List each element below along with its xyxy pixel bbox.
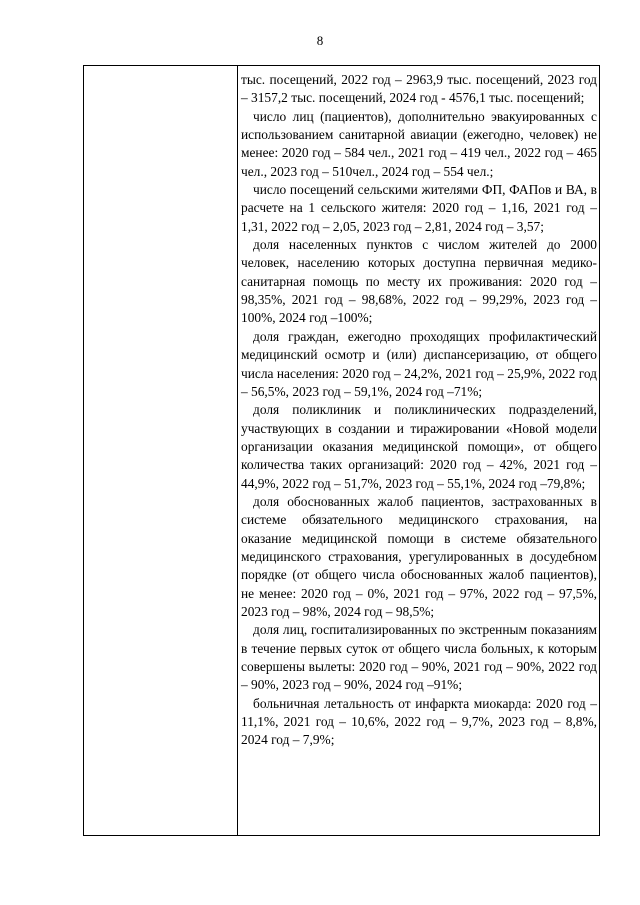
page-number: 8 (316, 33, 324, 48)
table (83, 65, 600, 836)
indicator-paragraph: число посещений сельскими жителями ФП, ФАПов и ВА, в расчете на 1 сельского жителя: 2020 год – 1,16, 2021 год – 1,31, 2022 год – 2,05, 2023 год – 2,81, 2024 год – 3,57; (241, 182, 597, 234)
indicator-paragraph: доля лиц, госпитализированных по экстренным показаниям в течение первых суток от общего числа больных, к которым совершены вылеты: 2020 год – 90%, 2021 год – 90%, 2022 год – 90%, 2023 год – 90%, 2024 год –91%; (241, 622, 597, 693)
indicator-paragraph: число лиц (пациентов), дополнительно эвакуированных с использованием санитарной авиации (ежегодно, человек) не менее: 2020 год – 584 чел., 2021 год – 419 чел., 2022 год – 465 чел., 2023 год – 510чел., 2024 год – 554 чел.; (241, 108, 597, 179)
indicator-paragraph: больничная летальность от инфаркта миокарда: 2020 год – 11,1%, 2021 год – 10,6%, 2022 год – 9,7%, 2023 год – 8,8%, 2024 год – 7,9%; (241, 695, 597, 748)
indicator-paragraph: тыс. посещений, 2022 год – 2963,9 тыс. посещений, 2023 год – 3157,2 тыс. посещений, 2024 год - 4576,1 тыс. посещений; (241, 72, 597, 106)
indicator-paragraph: доля обоснованных жалоб пациентов, застрахованных в системе обязательного медицинского страхования, на оказание медицинской помощи в системе обязательного медицинского страхования, урегулированных в досудебном порядке (от общего числа обоснованных жалоб пациентов), не менее: 2020 год – 0%, 2021 год – 97%, 2022 год – 97,5%, 2023 год – 98%, 2024 год – 98,5%; (241, 493, 597, 619)
column-divider (237, 66, 238, 835)
indicators-cell (241, 71, 597, 750)
indicator-paragraph: доля населенных пунктов с числом жителей до 2000 человек, населению которых доступна первичная медико-санитарная помощь по месту их проживания: 2020 год – 98,35%, 2021 год – 98,68%, 2022 год – 99,29%, 2023 год – 100%, 2024 год –100%; (241, 237, 597, 326)
indicator-paragraph: доля граждан, ежегодно проходящих профилактический медицинский осмотр и (или) диспансеризацию, от общего числа населения: 2020 год – 24,2%, 2021 год – 25,9%, 2022 год – 56,5%, 2023 год – 59,1%, 2024 год –71%; (241, 328, 597, 399)
indicator-paragraph: доля поликлиник и поликлинических подразделений, участвующих в создании и тиражировании «Новой модели организации оказания медицинской помощи», от общего количества таких организаций: 2020 год – 42%, 2021 год – 44,9%, 2022 год – 51,7%, 2023 год – 55,1%, 2024 год –79,8%; (241, 402, 597, 491)
